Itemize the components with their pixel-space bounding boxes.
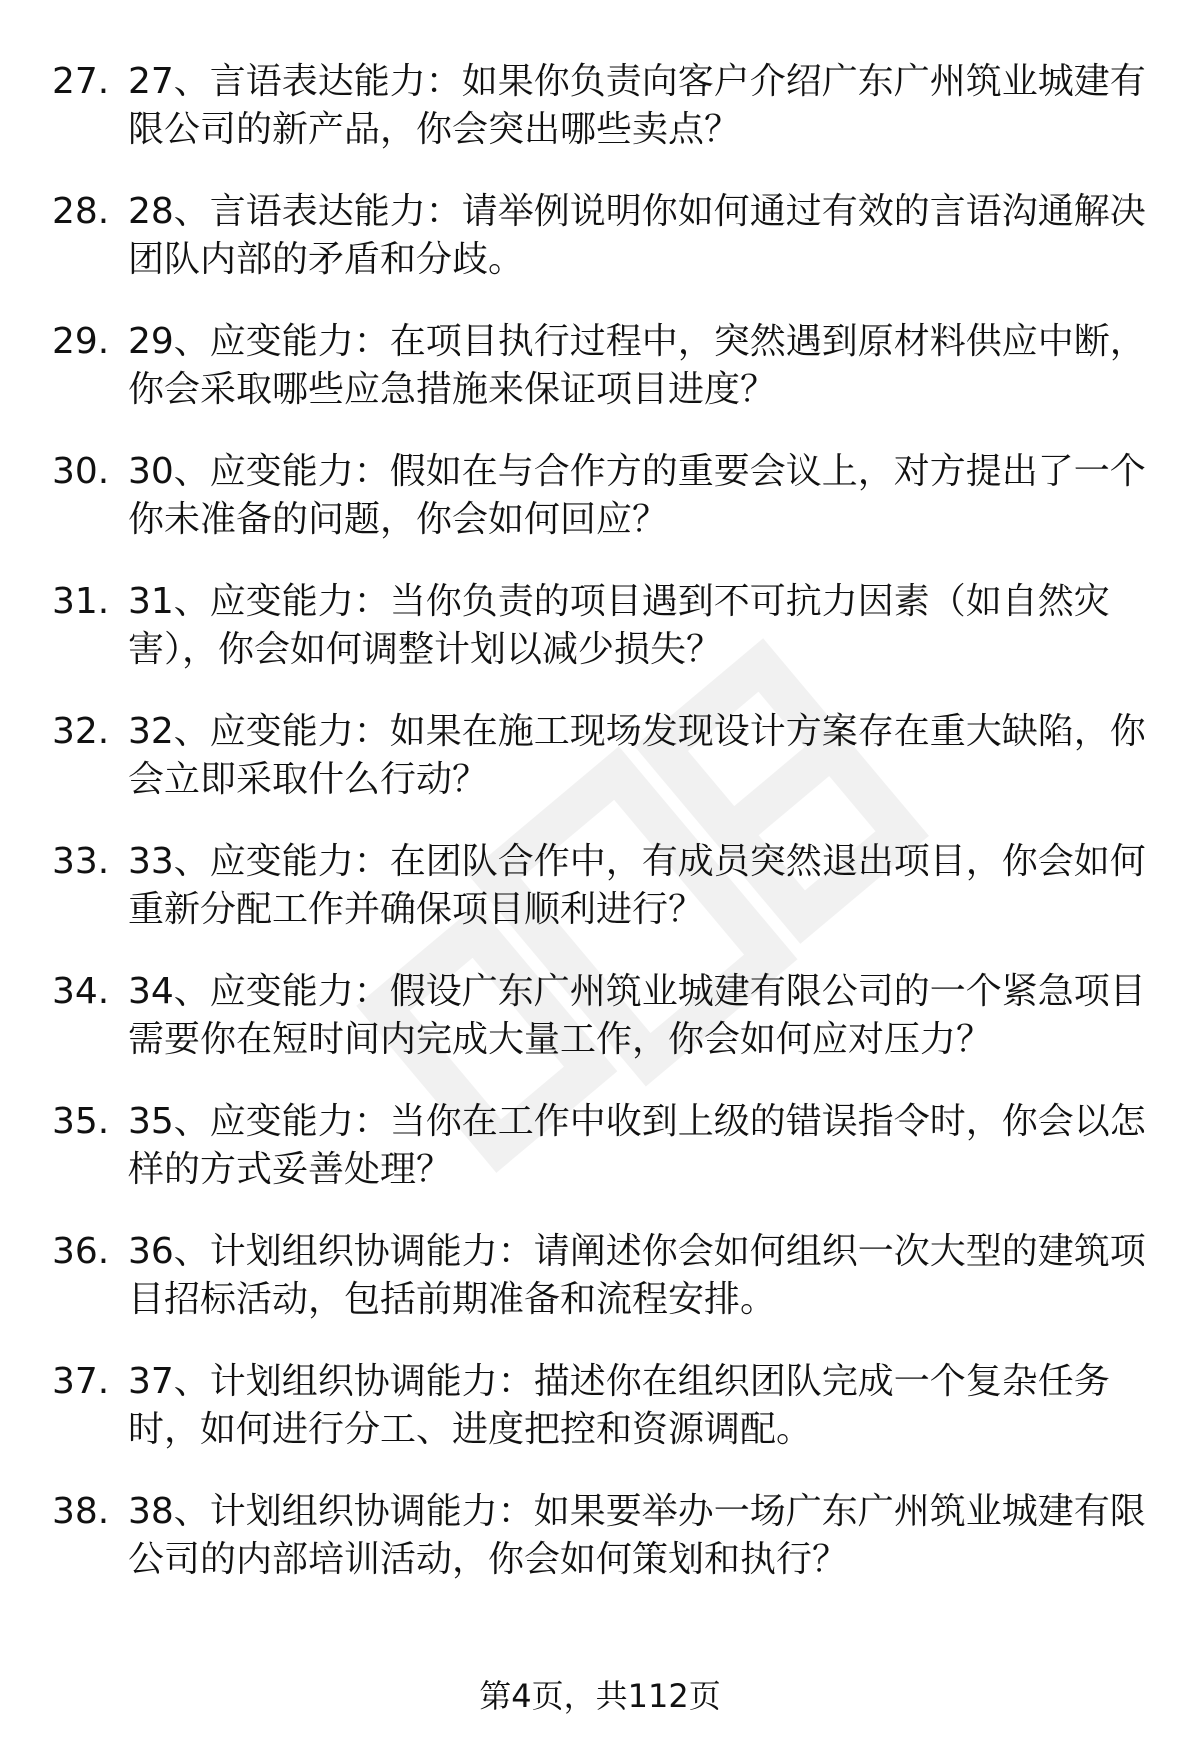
question-item: [0, 1228, 1200, 1324]
question-number: 31.: [52, 581, 110, 622]
question-text: 34、应变能力：假设广东广州筑业城建有限公司的一个紧急项目 需要你在短时间内完成大量工作，你会如何应对压力？: [128, 971, 1146, 1060]
question-number: 37.: [52, 1361, 110, 1402]
question-number: 29.: [52, 321, 110, 362]
question-item: [0, 448, 1200, 544]
question-text: 27、言语表达能力：如果你负责向客户介绍广东广州筑业城建有 限公司的新产品，你会突出哪些卖点？: [128, 61, 1146, 150]
question-number: 36.: [52, 1231, 110, 1272]
question-text: 36、计划组织协调能力：请阐述你会如何组织一次大型的建筑项 目招标活动，包括前期准备和流程安排。: [128, 1231, 1146, 1320]
question-item: [0, 1098, 1200, 1194]
question-item: [0, 318, 1200, 414]
question-number: 30.: [52, 451, 110, 492]
question-number: 35.: [52, 1101, 110, 1142]
question-number: 38.: [52, 1491, 110, 1532]
question-item: [0, 58, 1200, 154]
question-number: 34.: [52, 971, 110, 1012]
question-number: 27.: [52, 61, 110, 102]
question-item: [0, 838, 1200, 934]
question-item: [0, 968, 1200, 1064]
question-text: 32、应变能力：如果在施工现场发现设计方案存在重大缺陷，你 会立即采取什么行动？: [128, 711, 1146, 800]
question-text: 30、应变能力：假如在与合作方的重要会议上，对方提出了一个 你未准备的问题，你会如何回应？: [128, 451, 1146, 540]
page-footer: 第4页，共112页: [479, 1677, 721, 1715]
question-text: 33、应变能力：在团队合作中，有成员突然退出项目，你会如何 重新分配工作并确保项目顺利进行？: [128, 841, 1146, 930]
question-text: 37、计划组织协调能力：描述你在组织团队完成一个复杂任务 时，如何进行分工、进度把控和资源调配。: [128, 1361, 1110, 1450]
question-item: [0, 578, 1200, 674]
question-item: [0, 188, 1200, 284]
question-text: 28、言语表达能力：请举例说明你如何通过有效的言语沟通解决 团队内部的矛盾和分歧。: [128, 191, 1146, 280]
question-text: 29、应变能力：在项目执行过程中，突然遇到原材料供应中断， 你会采取哪些应急措施来保证项目进度？: [128, 321, 1146, 410]
question-text: 38、计划组织协调能力：如果要举办一场广东广州筑业城建有限 公司的内部培训活动，你会如何策划和执行？: [128, 1491, 1146, 1580]
question-item: [0, 1358, 1200, 1454]
question-list: [0, 58, 1200, 1618]
question-number: 32.: [52, 711, 110, 752]
question-text: 31、应变能力：当你负责的项目遇到不可抗力因素（如自然灾 害），你会如何调整计划以减少损失？: [128, 581, 1110, 670]
question-text: 35、应变能力：当你在工作中收到上级的错误指令时，你会以怎 样的方式妥善处理？: [128, 1101, 1146, 1190]
question-item: [0, 708, 1200, 804]
question-item: [0, 1488, 1200, 1584]
question-number: 33.: [52, 841, 110, 882]
question-number: 28.: [52, 191, 110, 232]
